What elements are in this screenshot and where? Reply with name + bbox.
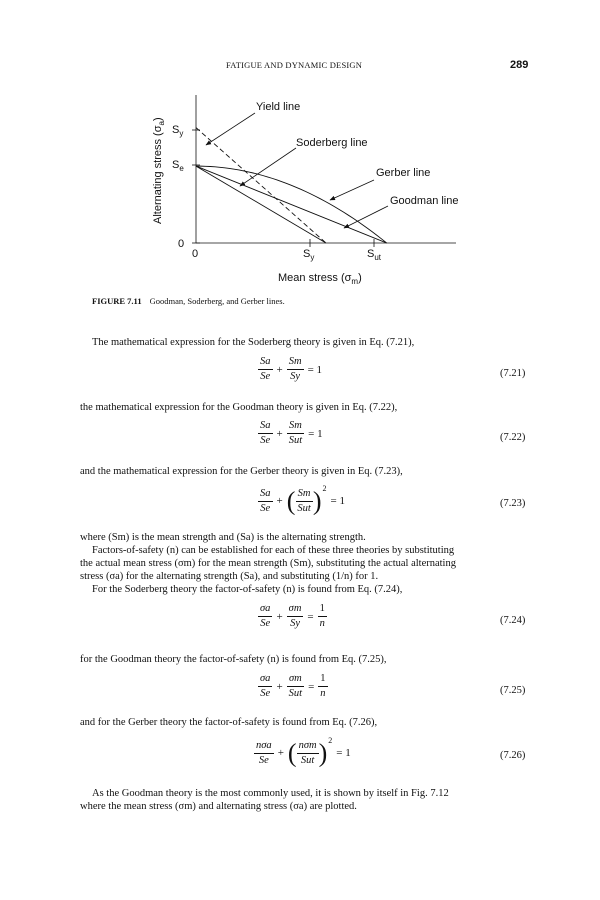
eq21-d1: Se (260, 371, 271, 382)
eq21-d2: Sy (290, 371, 301, 382)
eq26-n1: nσa (254, 740, 274, 754)
paragraph-where-line-5: For the Soderberg theory the factor-of-safety (n) is found from Eq. (7.24), (92, 584, 403, 595)
goodman-soderberg-gerber-chart (0, 0, 600, 310)
page-number: 289 (510, 59, 529, 71)
eq22-d1: Se (260, 435, 271, 446)
eq26-number: (7.26) (500, 750, 526, 761)
paragraph-gerber-intro: and the mathematical expression for the Gerber theory is given in Eq. (7.23), (80, 466, 403, 477)
eq24-rn: 1 (318, 603, 327, 617)
eq26-n2: nσm (297, 740, 319, 754)
paragraph-where-line-4: stress (σa) for the alternating strength (Sa), and substituting (1/n) for 1. (80, 571, 379, 582)
eq25-rd: n (320, 688, 326, 699)
eq24-n1: σa (258, 603, 272, 617)
paragraph-where-line-3: the actual mean stress (σm) for the mean strength (Sm), substituting the actual alternating (80, 558, 456, 569)
eq24-number: (7.24) (500, 615, 526, 626)
eq24-d2: Sy (290, 618, 300, 629)
paragraph-soderberg-intro: The mathematical expression for the Soderberg theory is given in Eq. (7.21), (92, 337, 415, 348)
x-tick-label-sut: $S_{ut}$ (367, 248, 382, 262)
callout-soderberg-arrow (240, 148, 296, 186)
paragraph-where-line-2: Factors-of-safety (n) can be established for each of these three theories by substituting (92, 545, 455, 556)
figure-caption-label: FIGURE 7.11 (92, 296, 142, 306)
eq23-d1: Se (260, 502, 271, 514)
eq25-d2: Sut (288, 688, 303, 699)
figure-caption-text: Goodman, Soderberg, and Gerber lines. (149, 296, 285, 306)
eq25-n2: σm (287, 673, 304, 687)
running-title: FATIGUE AND DYNAMIC DESIGN (226, 60, 363, 70)
figure-caption (92, 296, 285, 306)
paragraph-gerber-factor: and for the Gerber theory the factor-of-safety is found from Eq. (7.26), (80, 717, 378, 728)
paragraph-goodman-factor: for the Goodman theory the factor-of-safety (n) is found from Eq. (7.25), (80, 654, 387, 665)
eq21-rhs: = 1 (307, 363, 323, 376)
eq22-number: (7.22) (500, 432, 526, 443)
eq23-number: (7.23) (500, 498, 526, 509)
eq24-n2: σm (287, 603, 304, 617)
eq23-n1: Sa (258, 488, 273, 502)
eq22-n1: Sa (258, 420, 273, 434)
callout-yield-arrow (206, 113, 255, 145)
eq26-d2: Sut (300, 754, 315, 766)
eq22-rhs: = 1 (308, 427, 323, 440)
eq25-n1: σa (258, 673, 272, 687)
eq24-rd: n (319, 618, 325, 629)
x-tick-label-sy: $S_y$ (303, 248, 315, 262)
eq22-n2: Sm (287, 420, 304, 434)
y-tick-label-0: 0 (178, 238, 185, 250)
callout-goodman-line: Goodman line (390, 195, 459, 207)
y-tick-label-se: $S_e$ (172, 159, 184, 173)
eq22-d2: Sut (288, 435, 303, 446)
callout-soderberg-line: Soderberg line (296, 137, 368, 149)
eq23-rhs: = 1 (330, 495, 345, 508)
paragraph-closing-line-2: where the mean stress (σm) and alternating stress (σa) are plotted. (80, 801, 357, 812)
goodman-line (196, 166, 387, 243)
eq21-number: (7.21) (500, 368, 526, 379)
eq21-n1: Sa (258, 356, 273, 370)
callout-yield-line: Yield line (256, 101, 301, 113)
eq26-rhs: = 1 (336, 747, 351, 760)
eq25-d1: Se (260, 688, 271, 699)
y-tick-label-sy: $S_y$ (172, 124, 184, 138)
eq21-n2: Sm (287, 356, 304, 370)
eq25-rn: 1 (318, 673, 327, 687)
x-axis-title: Mean stress $(\sigma_m)$ (278, 272, 362, 286)
eq23-n2: Sm (296, 488, 313, 502)
callout-gerber-line: Gerber line (376, 167, 431, 179)
paragraph-goodman-intro: the mathematical expression for the Goodman theory is given in Eq. (7.22), (80, 402, 398, 413)
soderberg-line (196, 166, 326, 243)
callout-gerber-arrow (330, 180, 374, 200)
eq23-d2: Sut (297, 502, 311, 514)
eq26-d1: Se (258, 754, 269, 766)
y-axis-title: Alternating stress $(\sigma_a)$ (152, 117, 166, 224)
paragraph-closing-line-1: As the Goodman theory is the most commonly used, it is shown by itself in Fig. 7.12 (92, 788, 449, 799)
x-tick-label-0: 0 (192, 248, 199, 260)
eq25-number: (7.25) (500, 685, 526, 696)
paragraph-where-line-1: where (Sm) is the mean strength and (Sa) is the alternating strength. (80, 532, 366, 543)
eq24-d1: Se (260, 618, 271, 629)
